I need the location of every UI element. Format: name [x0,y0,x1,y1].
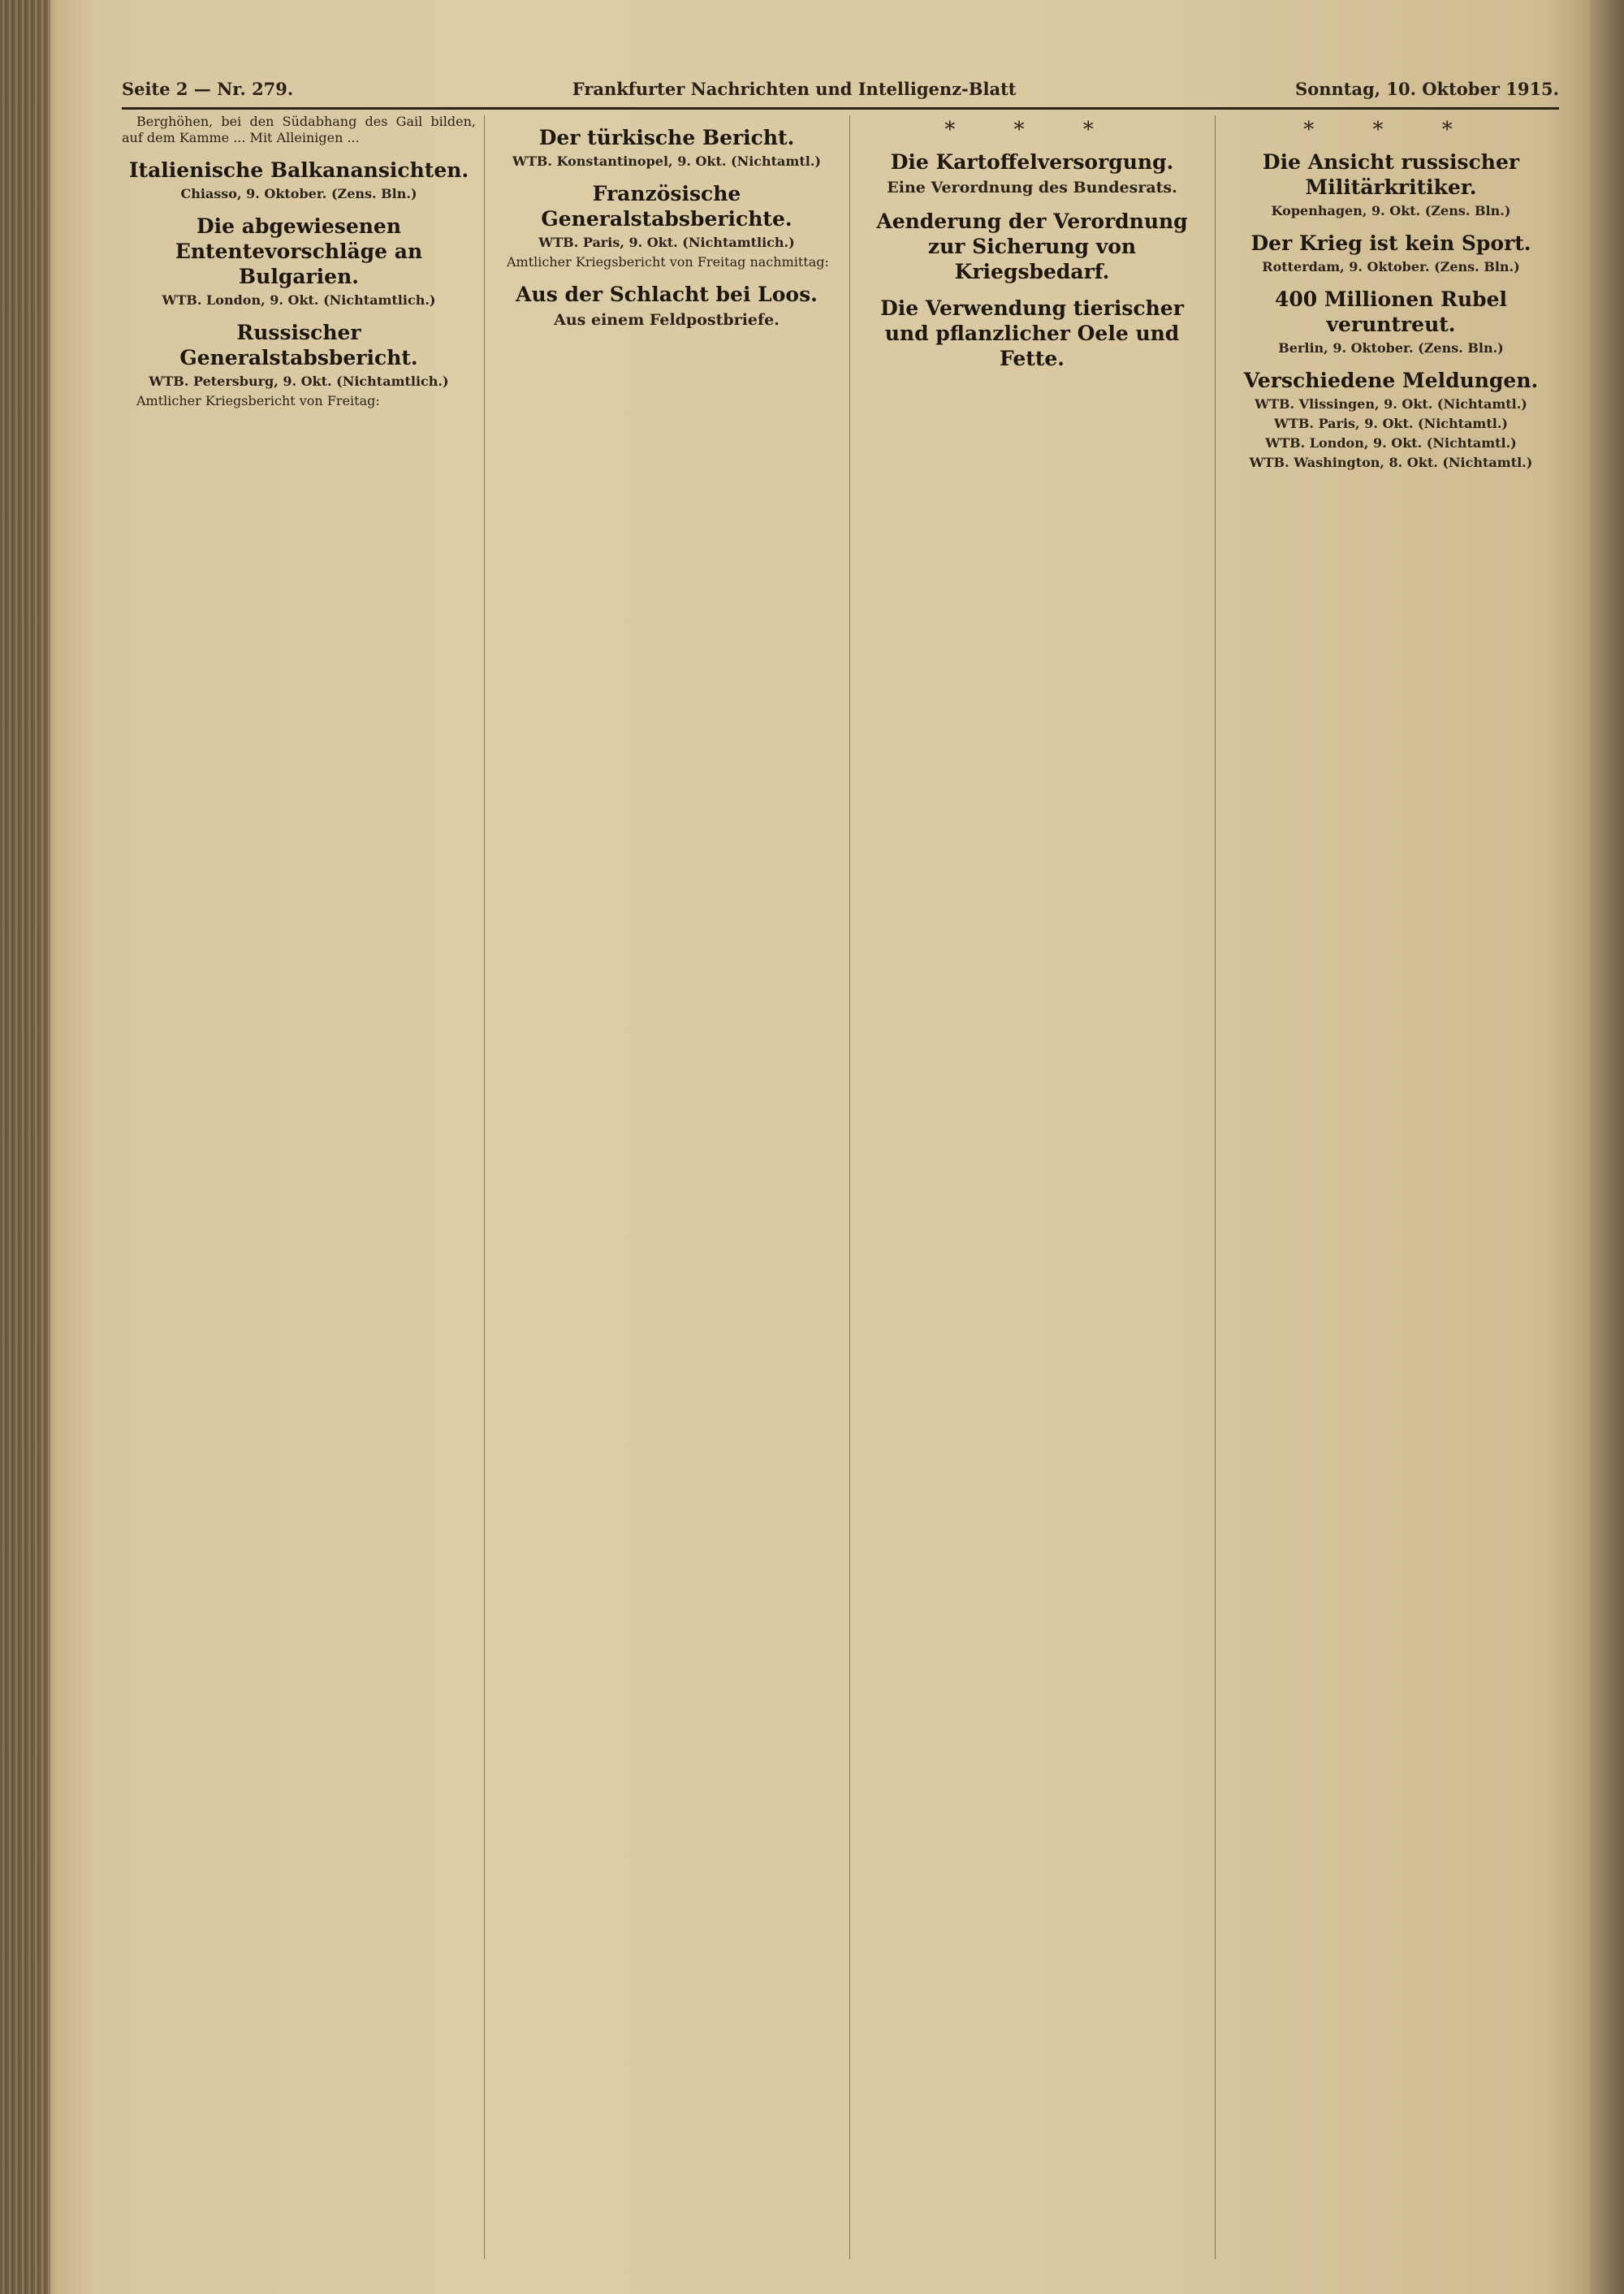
section-divider-stars: * * * [944,118,1120,142]
column-2 [492,114,841,2266]
article-title: Französische Generalstabsberichte. [541,182,793,231]
column-1 [122,114,476,2266]
article-dateline: WTB. Konstantinopel, 9. Okt. (Nichtamtl.) [512,153,821,169]
article-dateline: WTB. Paris, 9. Okt. (Nichtamtl.) [1274,416,1508,431]
article-subtitle: Eine Verordnung des Bundesrats. [887,179,1177,197]
article-title: 400 Millionen Rubel veruntreut. [1274,287,1508,336]
article-title: Der Krieg ist kein Sport. [1250,231,1531,255]
article-text: Amtlicher Kriegsbericht von Freitag nachmittag: [507,254,829,270]
article-text: Berghöhen, bei den Südabhang des Gail bilden, auf dem Kamme ... Mit Alleinigen ... [122,114,476,145]
article-dateline: WTB. Petersburg, 9. Okt. (Nichtamtlich.) [149,374,449,389]
article-dateline: Chiasso, 9. Oktober. (Zens. Bln.) [180,186,417,201]
article-title: Italienische Balkanansichten. [128,158,469,182]
article-dateline: Berlin, 9. Oktober. (Zens. Bln.) [1278,340,1504,356]
article-dateline: WTB. London, 9. Okt. (Nichtamtlich.) [162,292,436,308]
page-date-label: Sonntag, 10. Oktober 1915. [1295,78,1559,99]
newspaper-masthead-small: Frankfurter Nachrichten und Intelligenz-Blatt [572,78,1017,99]
article-title: Die abgewiesenen Ententevorschläge an Bulgarien. [175,214,423,288]
article-title: Russischer Generalstabsbericht. [179,321,418,369]
column-3 [857,114,1207,2266]
header-rule [122,107,1559,110]
article-dateline: WTB. Washington, 8. Okt. (Nichtamtl.) [1249,455,1533,470]
article-title: Die Ansicht russischer Militärkritiker. [1262,150,1520,199]
article-dateline: WTB. London, 9. Okt. (Nichtamtl.) [1265,435,1517,451]
article-title: Der türkische Bericht. [538,126,795,149]
column-separator [1215,115,1216,2259]
page-number-label: Seite 2 — Nr. 279. [122,78,294,99]
page-header [122,75,1559,102]
article-title: Die Kartoffelversorgung. [890,150,1174,174]
article-title: Die Verwendung tierischer und pflanzlicher Oele und Fette. [880,296,1184,370]
article-dateline: WTB. Paris, 9. Okt. (Nichtamtlich.) [538,235,795,250]
section-divider-stars: * * * [1303,118,1479,142]
article-title: Aenderung der Verordnung zur Sicherung von Kriegsbedarf. [876,210,1188,283]
column-separator [484,115,485,2259]
article-text: Amtlicher Kriegsbericht von Freitag: [136,393,380,408]
page-edge-shadow [1590,0,1624,2294]
article-dateline: WTB. Vlissingen, 9. Okt. (Nichtamtl.) [1255,396,1527,412]
article-dateline: Rotterdam, 9. Oktober. (Zens. Bln.) [1262,259,1520,274]
column-4 [1223,114,1559,2266]
article-subtitle: Aus einem Feldpostbriefe. [554,311,780,329]
article-title: Verschiedene Meldungen. [1243,369,1539,392]
book-binding-edge [0,0,50,2294]
article-title: Aus der Schlacht bei Loos. [516,283,818,306]
article-dateline: Kopenhagen, 9. Okt. (Zens. Bln.) [1271,203,1511,218]
column-separator [849,115,850,2259]
